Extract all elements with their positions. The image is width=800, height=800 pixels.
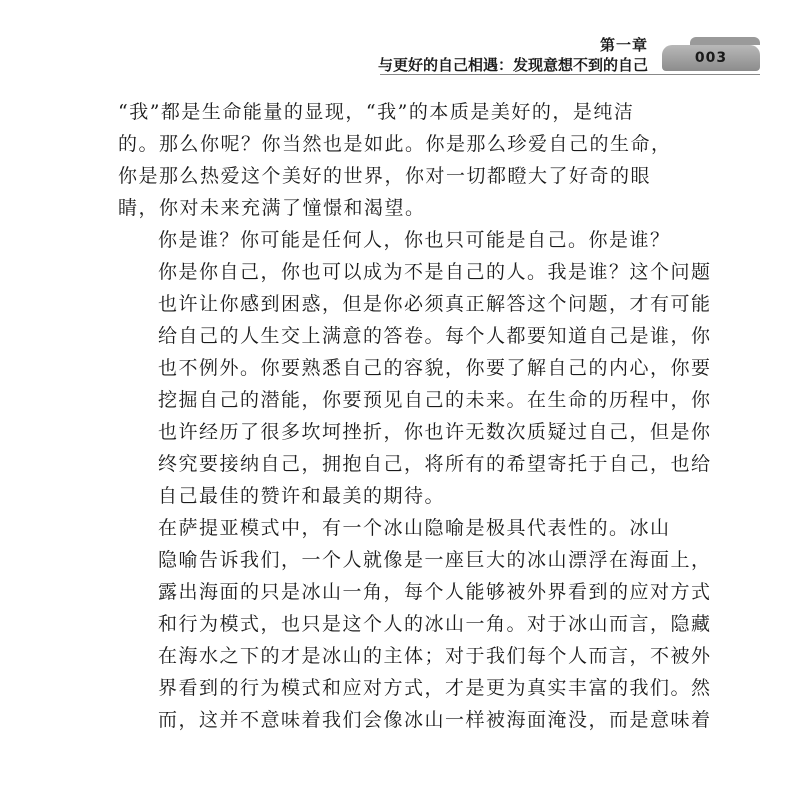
paragraph [118, 96, 696, 224]
text-line: 露出海面的只是冰山一角，每个人能够被外界看到的应对方式 [158, 581, 712, 603]
paragraph [118, 512, 712, 736]
text-line: 而，这并不意味着我们会像冰山一样被海面淹没，而是意味着 [158, 709, 712, 731]
text-line: 隐喻告诉我们，一个人就像是一座巨大的冰山漂浮在海面上， [158, 549, 712, 571]
text-line: “我”都是生命能量的显现，“我”的本质是美好的，是纯洁 [118, 101, 635, 123]
chapter-subtitle: 与更好的自己相遇：发现意想不到的自己 [377, 56, 648, 74]
text-line: 的。那么你呢？你当然也是如此。你是那么珍爱自己的生命， [118, 133, 672, 155]
text-line: 界看到的行为模式和应对方式，才是更为真实丰富的我们。然 [158, 677, 712, 699]
text-line: 睛，你对未来充满了憧憬和渴望。 [118, 197, 426, 219]
text-line: 给自己的人生交上满意的答卷。每个人都要知道自己是谁，你 [158, 325, 712, 347]
body-text [118, 96, 712, 736]
text-line: 终究要接纳自己，拥抱自己，将所有的希望寄托于自己，也给 [158, 453, 712, 475]
text-line: 自己最佳的赞许和最美的期待。 [158, 485, 446, 507]
text-line: 也不例外。你要熟悉自己的容貌，你要了解自己的内心，你要 [158, 357, 712, 379]
text-line: 也许经历了很多坎坷挫折，你也许无数次质疑过自己，但是你 [158, 421, 712, 443]
text-line: 挖掘自己的潜能，你要预见自己的未来。在生命的历程中，你 [158, 389, 712, 411]
header-divider [380, 74, 760, 75]
paragraph [118, 224, 712, 512]
text-line: 你是你自己，你也可以成为不是自己的人。我是谁？这个问题 [158, 261, 712, 283]
text-line: 在萨提亚模式中，有一个冰山隐喻是极具代表性的。冰山 [158, 517, 671, 539]
page-tab-folder-icon [690, 37, 760, 45]
chapter-label: 第一章 [599, 36, 648, 54]
page-number: 003 [662, 45, 760, 71]
running-header [377, 32, 760, 74]
text-line: 也许让你感到困惑，但是你必须真正解答这个问题，才有可能 [158, 293, 712, 315]
text-line: 在海水之下的才是冰山的主体；对于我们每个人而言，不被外 [158, 645, 712, 667]
page-number-tab [662, 37, 760, 71]
text-line: 你是那么热爱这个美好的世界，你对一切都瞪大了好奇的眼 [118, 165, 652, 187]
text-line: 和行为模式，也只是这个人的冰山一角。对于冰山而言，隐藏 [158, 613, 712, 635]
text-line: 你是谁？你可能是任何人，你也只可能是自己。你是谁？ [158, 229, 671, 251]
